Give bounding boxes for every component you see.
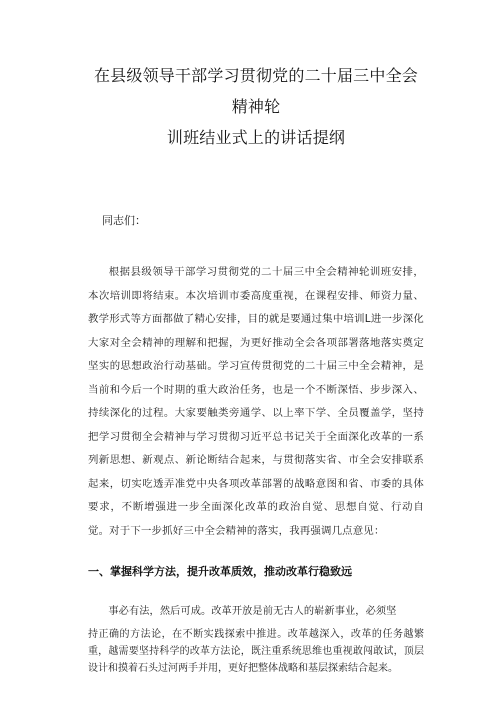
title-line-1: 在县级领导干部学习贯彻党的二十届三中全会精神轮 [93,66,418,116]
salutation: 同志们： [102,214,146,227]
title-line-2: 训班结业式上的讲话提纲 [166,128,346,147]
body-paragraph-2: 事必有法，然后可成。改革开放是前无古人的崭新事业，必须坚 [108,606,397,617]
body-paragraph-1: 根据县级领导干部学习贯彻党的二十届三中全会精神轮训班安排，本次培训即将结束。本次培训市委高度重视，在课程安排、师资力量、教学形式等方面都做了精心安排，目的就是要通过集中培训L进一步深化大家对全会精神的理解和把握，为更好推动全会各项部署落地落实奠定坚实的思想政治行动基础。学习宣传贯彻党的二十届三中全会精神，是当前和今后一个时期的重大政治任务，也是一个不断深悟、步步深入、持续深化的过程。大家要触类旁通学、以上率下学、全员覆盖学，坚持把学习贯彻全会精神与学习贯彻习近平总书记关于全面深化改革的一系列新思想、新观点、新论断结合起来，与贯彻落实省、市全会安排联系起来，切实吃透弄准党中央各项改革部署的战略意图和省、市委的具体要求，不断增强进一步全面深化改革的政治自觉、思想自觉、行动自觉。对于下一步抓好三中全会精神的落实，我再强调几点意见： [88,266,424,537]
body-paragraph-3: 持正确的方法论，在不断实践探索中推进。改革越深入，改革的任务越繁重，越需要坚持科学的改革方法论，既注重系统思维也重视敢闯敢试，顶层设计和摸着石头过河两手并用，更好把整体战略和基层探索结合起来。 [88,629,424,674]
section-heading-1: 一、掌握科学方法，提升改革质效，推动改革行稳致远 [88,565,352,578]
document-title [88,0,424,153]
